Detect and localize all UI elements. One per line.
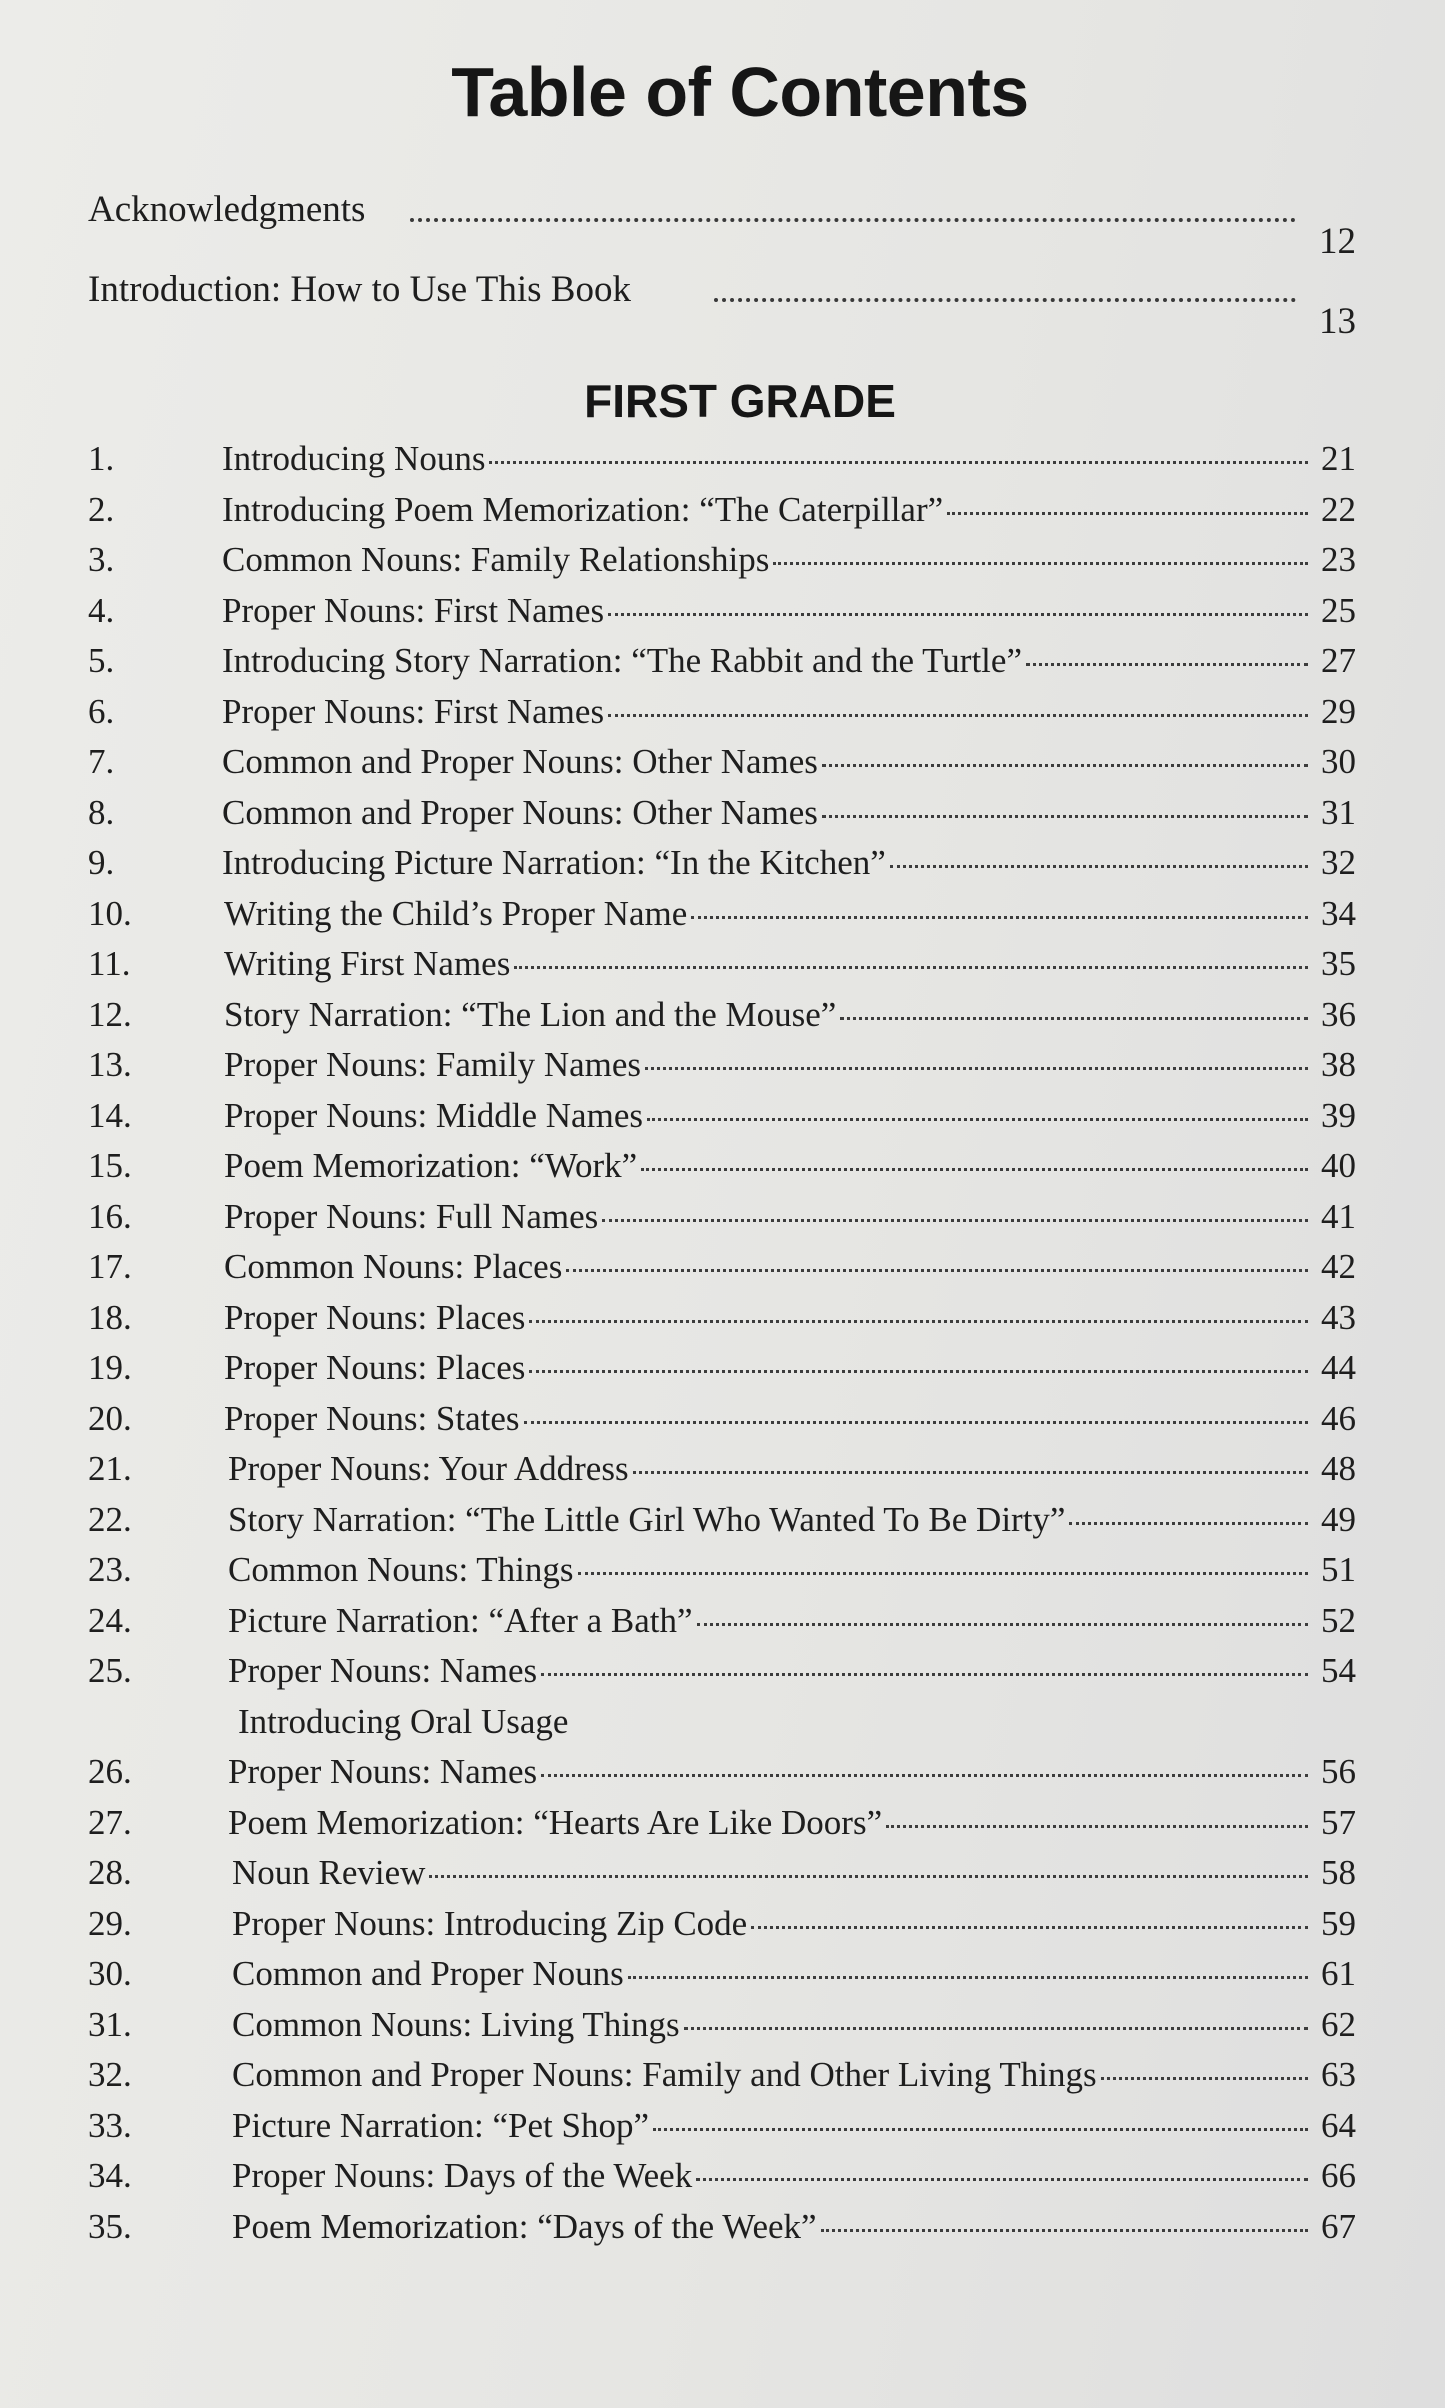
- lesson-title: Introducing Picture Narration: “In the Kitchen”: [222, 843, 886, 882]
- lesson-page: 62: [1321, 2004, 1356, 2044]
- lesson-title: Common Nouns: Places: [224, 1247, 563, 1286]
- lesson-line: [228, 1545, 1356, 1595]
- lesson-number: 21.: [88, 1449, 132, 1488]
- lesson-line: [222, 535, 1356, 585]
- toc-entry: [88, 2151, 1356, 2202]
- lesson-number: 18.: [88, 1297, 132, 1337]
- toc-entry: [88, 939, 1356, 990]
- lesson-line: [222, 434, 1356, 484]
- lesson-number: 34.: [88, 2156, 132, 2195]
- lesson-title: Proper Nouns: Places: [224, 1348, 526, 1387]
- lesson-title: Proper Nouns: Days of the Week: [232, 2156, 693, 2195]
- lesson-page: 48: [1321, 1449, 1356, 1488]
- dot-leader: [429, 1875, 1308, 1878]
- toc-entry: [88, 2101, 1356, 2152]
- lesson-number: 25.: [88, 1651, 132, 1690]
- lesson-line: [222, 737, 1356, 787]
- dot-leader: [489, 461, 1308, 464]
- toc-entry: [88, 1091, 1356, 1142]
- lesson-number: 10.: [88, 893, 132, 933]
- dot-leader: [822, 764, 1308, 767]
- lesson-page: 63: [1321, 2055, 1356, 2094]
- lesson-line: [224, 990, 1356, 1040]
- lesson-page: 52: [1321, 1600, 1356, 1640]
- dot-leader: [541, 1673, 1308, 1676]
- toc-entry: [88, 535, 1356, 586]
- lesson-title: Picture Narration: “Pet Shop”: [232, 2105, 649, 2145]
- lesson-line: [228, 1596, 1356, 1646]
- lesson-title: Common and Proper Nouns: Other Names: [222, 792, 818, 832]
- lesson-line: [224, 1394, 1356, 1444]
- dot-leader: [524, 1421, 1308, 1424]
- lesson-title: Common Nouns: Living Things: [232, 2004, 680, 2044]
- lesson-page: 46: [1321, 1398, 1356, 1438]
- lesson-line: [224, 1040, 1356, 1090]
- lesson-page: 41: [1321, 1196, 1356, 1236]
- lesson-title: Story Narration: “The Lion and the Mouse”: [224, 994, 837, 1034]
- lesson-line: [222, 788, 1356, 838]
- lesson-page: 42: [1321, 1247, 1356, 1286]
- lesson-line: [228, 1798, 1356, 1848]
- lesson-line: [232, 1899, 1356, 1949]
- lesson-number: 27.: [88, 1802, 132, 1842]
- lesson-line: [232, 1848, 1356, 1898]
- entry-page: 12: [1319, 221, 1356, 262]
- lesson-page: 57: [1321, 1802, 1356, 1842]
- lesson-page: 29: [1321, 691, 1356, 731]
- lesson-number: 23.: [88, 1550, 132, 1589]
- lesson-title: Proper Nouns: Names: [228, 1752, 538, 1791]
- dot-leader: [714, 288, 1296, 302]
- toc-entry: [88, 1646, 1356, 1697]
- lesson-line: [222, 687, 1356, 737]
- toc-entry: [88, 1495, 1356, 1546]
- toc-entry: [88, 1394, 1356, 1445]
- lesson-page: 21: [1321, 439, 1356, 478]
- lesson-number: 13.: [88, 1045, 132, 1084]
- lesson-page: 40: [1321, 1146, 1356, 1185]
- lesson-number: 24.: [88, 1600, 132, 1640]
- section-heading: FIRST GRADE: [584, 375, 896, 427]
- lesson-line: [232, 2000, 1356, 2050]
- lesson-title: Poem Memorization: “Hearts Are Like Doors”: [228, 1802, 883, 1842]
- toc-entry: [88, 1040, 1356, 1091]
- toc-entry-acknowledgments: [88, 180, 1356, 260]
- lesson-page: 49: [1321, 1499, 1356, 1539]
- lesson-title: Common and Proper Nouns: Family and Other Living Things: [232, 2055, 1097, 2094]
- toc-entry: [88, 687, 1356, 738]
- lesson-number: 29.: [88, 1903, 132, 1943]
- dot-leader: [840, 1017, 1308, 1020]
- toc-entry: [88, 1343, 1356, 1394]
- lesson-line: [222, 586, 1356, 636]
- lesson-line: [228, 1697, 1356, 1747]
- lesson-page: 32: [1321, 843, 1356, 882]
- lesson-line: [232, 2151, 1356, 2201]
- toc-entry: [88, 1848, 1356, 1899]
- lesson-title: Poem Memorization: “Days of the Week”: [232, 2206, 817, 2246]
- toc-entry: [88, 1798, 1356, 1849]
- lesson-title: Noun Review: [232, 1853, 426, 1892]
- dot-leader: [691, 916, 1308, 919]
- lesson-title: Introducing Story Narration: “The Rabbit and the Turtle”: [222, 641, 1022, 680]
- dot-leader: [633, 1471, 1308, 1474]
- lesson-line: [228, 1444, 1356, 1494]
- toc-entry: [88, 1293, 1356, 1344]
- dot-leader: [697, 1623, 1308, 1626]
- dot-leader: [886, 1825, 1308, 1828]
- lesson-title: Proper Nouns: Middle Names: [224, 1095, 643, 1135]
- toc-entry: [88, 1444, 1356, 1495]
- lesson-line: [232, 2202, 1356, 2252]
- lesson-number: 17.: [88, 1247, 132, 1286]
- lesson-number: 28.: [88, 1853, 132, 1892]
- toc-entry: [88, 2050, 1356, 2101]
- lesson-number: 8.: [88, 792, 115, 832]
- dot-leader: [641, 1168, 1308, 1171]
- lesson-page: 59: [1321, 1903, 1356, 1943]
- lesson-title: Proper Nouns: First Names: [222, 691, 605, 731]
- lesson-number: 5.: [88, 641, 115, 680]
- lesson-title: Writing the Child’s Proper Name: [224, 893, 688, 933]
- front-matter-list: [88, 180, 1356, 340]
- dot-leader: [645, 1067, 1308, 1070]
- lesson-page: 30: [1321, 742, 1356, 781]
- dot-leader: [751, 1926, 1308, 1929]
- lesson-line: [224, 1242, 1356, 1292]
- lesson-number: 2.: [88, 489, 115, 529]
- lesson-page: 44: [1321, 1348, 1356, 1387]
- dot-leader: [608, 714, 1308, 717]
- toc-entry: [88, 838, 1356, 889]
- entry-title: Acknowledgments: [88, 189, 366, 230]
- lesson-number: 33.: [88, 2105, 132, 2145]
- lesson-page: 56: [1321, 1752, 1356, 1791]
- lesson-number: 4.: [88, 590, 115, 630]
- lesson-title: Common and Proper Nouns: [232, 1954, 624, 1993]
- lesson-number: 9.: [88, 843, 115, 882]
- lesson-line: [232, 1949, 1356, 1999]
- toc-entry: [88, 788, 1356, 839]
- dot-leader: [821, 2229, 1308, 2232]
- lesson-title: Picture Narration: “After a Bath”: [228, 1600, 693, 1640]
- lesson-title: Proper Nouns: Full Names: [224, 1196, 599, 1236]
- toc-entry: [88, 1697, 1356, 1748]
- lesson-title: Proper Nouns: States: [224, 1398, 520, 1438]
- lesson-page: 36: [1321, 994, 1356, 1034]
- dot-leader: [822, 815, 1308, 818]
- lesson-list: [88, 434, 1356, 2252]
- toc-entry: [88, 990, 1356, 1041]
- lesson-number: 11.: [88, 944, 131, 983]
- dot-leader: [628, 1976, 1308, 1979]
- lesson-title: Proper Nouns: Places: [224, 1297, 526, 1337]
- toc-entry: [88, 636, 1356, 687]
- toc-entry: [88, 1949, 1356, 2000]
- lesson-title: Introducing Poem Memorization: “The Caterpillar”: [222, 489, 944, 529]
- lesson-title: Common and Proper Nouns: Other Names: [222, 742, 818, 781]
- toc-entry: [88, 889, 1356, 940]
- toc-entry: [88, 737, 1356, 788]
- lesson-page: 31: [1321, 792, 1356, 832]
- lesson-page: 66: [1321, 2156, 1356, 2195]
- dot-leader: [696, 2178, 1308, 2181]
- lesson-page: 23: [1321, 540, 1356, 579]
- lesson-title: Proper Nouns: Names: [228, 1651, 538, 1690]
- lesson-line: [228, 1495, 1356, 1545]
- dot-leader: [529, 1320, 1308, 1323]
- dot-leader: [1101, 2077, 1308, 2080]
- lesson-number: 31.: [88, 2004, 132, 2044]
- lesson-page: 39: [1321, 1095, 1356, 1135]
- lesson-page: 38: [1321, 1045, 1356, 1084]
- lesson-number: 30.: [88, 1954, 132, 1993]
- lesson-page: 51: [1321, 1550, 1356, 1589]
- lesson-number: 19.: [88, 1348, 132, 1387]
- dot-leader: [578, 1572, 1308, 1575]
- lesson-title: Common Nouns: Family Relationships: [222, 540, 770, 579]
- lesson-line: [222, 485, 1356, 535]
- lesson-page: 54: [1321, 1651, 1356, 1690]
- lesson-title: Story Narration: “The Little Girl Who Wanted To Be Dirty”: [228, 1499, 1066, 1539]
- toc-entry: [88, 586, 1356, 637]
- lesson-line: [224, 939, 1356, 989]
- lesson-title: Writing First Names: [224, 944, 511, 983]
- toc-entry: [88, 1242, 1356, 1293]
- dot-leader: [947, 512, 1308, 515]
- lesson-page: 22: [1321, 489, 1356, 529]
- lesson-number: 7.: [88, 742, 115, 781]
- lesson-line: [222, 636, 1356, 686]
- dot-leader: [647, 1118, 1308, 1121]
- lesson-title: Introducing Oral Usage: [238, 1701, 569, 1741]
- lesson-line: [224, 889, 1356, 939]
- dot-leader: [1026, 663, 1308, 666]
- lesson-number: 12.: [88, 994, 132, 1034]
- lesson-line: [228, 1747, 1356, 1797]
- lesson-line: [228, 1646, 1356, 1696]
- lesson-number: 6.: [88, 691, 115, 731]
- lesson-number: 16.: [88, 1196, 132, 1236]
- lesson-page: 61: [1321, 1954, 1356, 1993]
- dot-leader: [773, 562, 1308, 565]
- dot-leader: [890, 865, 1308, 868]
- lesson-line: [232, 2101, 1356, 2151]
- toc-entry: [88, 2000, 1356, 2051]
- toc-entry-introduction: [88, 260, 1356, 340]
- lesson-number: 32.: [88, 2055, 132, 2094]
- lesson-page: 64: [1321, 2105, 1356, 2145]
- lesson-page: 34: [1321, 893, 1356, 933]
- lesson-title: Proper Nouns: Introducing Zip Code: [232, 1903, 748, 1943]
- dot-leader: [602, 1219, 1308, 1222]
- page-title: Table of Contents: [451, 53, 1029, 131]
- lesson-page: 58: [1321, 1853, 1356, 1892]
- entry-page: 13: [1319, 301, 1356, 342]
- lesson-title: Proper Nouns: Family Names: [224, 1045, 642, 1084]
- lesson-line: [222, 838, 1356, 888]
- lesson-page: 67: [1321, 2206, 1356, 2246]
- lesson-page: 27: [1321, 641, 1356, 680]
- lesson-line: [224, 1343, 1356, 1393]
- toc-entry: [88, 1899, 1356, 1950]
- lesson-line: [224, 1141, 1356, 1191]
- dot-leader: [1069, 1522, 1308, 1525]
- toc-entry: [88, 1596, 1356, 1647]
- toc-entry: [88, 485, 1356, 536]
- lesson-title: Common Nouns: Things: [228, 1550, 574, 1589]
- lesson-number: 1.: [88, 439, 115, 478]
- toc-entry: [88, 1192, 1356, 1243]
- toc-entry: [88, 1747, 1356, 1798]
- lesson-number: 22.: [88, 1499, 132, 1539]
- lesson-title: Introducing Nouns: [222, 439, 486, 478]
- dot-leader: [514, 966, 1308, 969]
- lesson-number: 35.: [88, 2206, 132, 2246]
- lesson-line: [224, 1091, 1356, 1141]
- dot-leader: [608, 613, 1308, 616]
- dot-leader: [684, 2027, 1308, 2030]
- toc-entry: [88, 434, 1356, 485]
- dot-leader: [541, 1774, 1308, 1777]
- lesson-title: Poem Memorization: “Work”: [224, 1146, 638, 1185]
- toc-entry: [88, 1141, 1356, 1192]
- lesson-number: 26.: [88, 1752, 132, 1791]
- lesson-number: 15.: [88, 1146, 132, 1185]
- lesson-number: 20.: [88, 1398, 132, 1438]
- lesson-line: [224, 1192, 1356, 1242]
- dot-leader: [653, 2128, 1308, 2131]
- lesson-page: 25: [1321, 590, 1356, 630]
- lesson-page: 43: [1321, 1297, 1356, 1337]
- dot-leader: [410, 208, 1296, 222]
- lesson-page: 35: [1321, 944, 1356, 983]
- toc-entry: [88, 1545, 1356, 1596]
- dot-leader: [566, 1269, 1308, 1272]
- lesson-line: [232, 2050, 1356, 2100]
- lesson-number: 14.: [88, 1095, 132, 1135]
- dot-leader: [529, 1370, 1308, 1373]
- toc-entry: [88, 2202, 1356, 2253]
- lesson-line: [224, 1293, 1356, 1343]
- lesson-title: Proper Nouns: Your Address: [228, 1449, 629, 1488]
- entry-title: Introduction: How to Use This Book: [88, 269, 631, 310]
- lesson-number: 3.: [88, 540, 115, 579]
- lesson-title: Proper Nouns: First Names: [222, 590, 605, 630]
